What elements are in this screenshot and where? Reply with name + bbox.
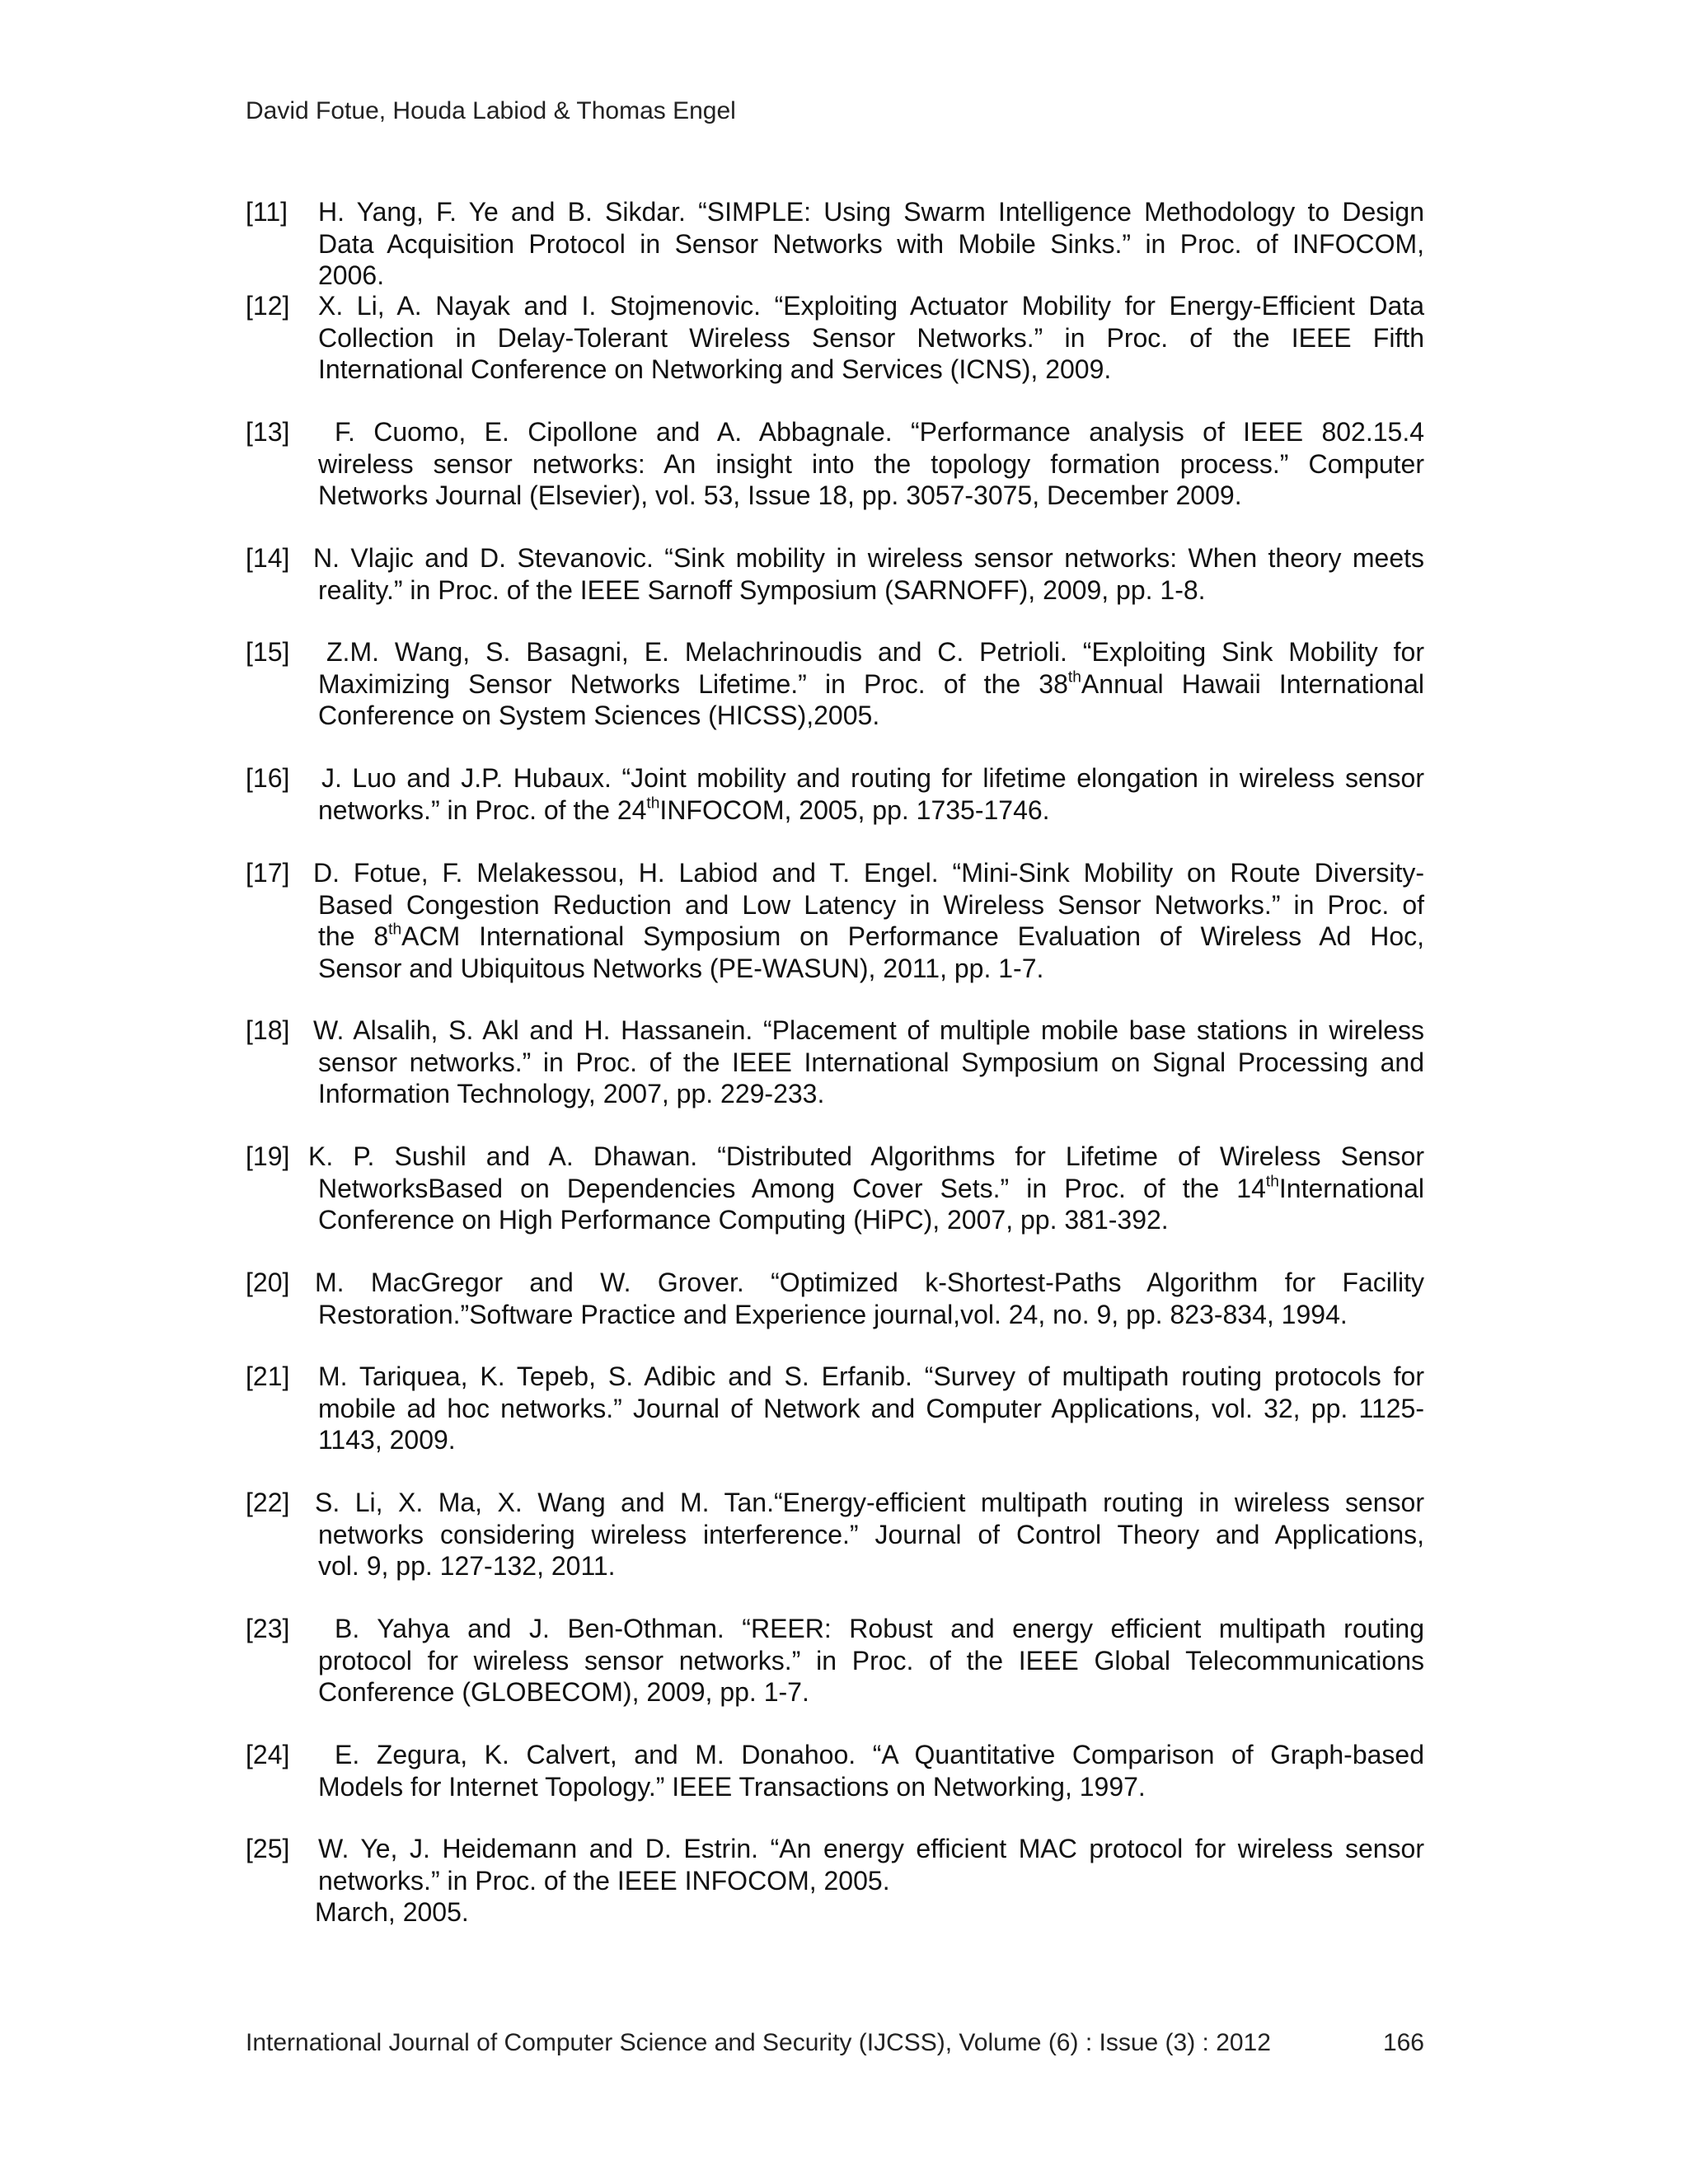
reference-line: protocol for wireless sensor networks.” in Proc. of the IEEE Global Telecommunications [318,1645,1424,1675]
reference-line: networks considering wireless interference.” Journal of Control Theory and Applications, [318,1519,1424,1549]
reference-line: 1143, 2009. [318,1425,456,1455]
reference-number: [17] [246,858,290,888]
reference-line [318,1173,1424,1205]
reference-line: J. Luo and J.P. Hubaux. “Joint mobility and routing for lifetime elongation in wireless sensor [321,763,1424,793]
reference-line: F. Cuomo, E. Cipollone and A. Abbagnale. “Performance analysis of IEEE 802.15.4 [335,417,1424,447]
reference-line: H. Yang, F. Ye and B. Sikdar. “SIMPLE: Using Swarm Intelligence Methodology to Design [318,197,1424,227]
reference-number: [13] [246,417,290,447]
reference-line: 2006. [318,260,385,290]
line-part: INFOCOM, 2005, pp. 1735-1746. [659,794,1050,825]
reference-text [313,542,1424,606]
reference-line: March, 2005. [315,1897,469,1927]
reference-line: Conference on System Sciences (HICSS),2005. [318,701,880,730]
line-part: the 8 [318,921,389,951]
superscript: th [388,921,402,939]
line-part: ACM International Symposium on Performance Evaluation of Wireless Ad Hoc, [401,921,1425,951]
reference-text [315,1487,1424,1582]
reference-number: [25] [246,1834,290,1863]
reference-text [318,196,1424,292]
reference-line: M. Tariquea, K. Tepeb, S. Adibic and S. Erfanib. “Survey of multipath routing protocols for [318,1361,1424,1391]
reference-line: E. Zegura, K. Calvert, and M. Donahoo. “A Quantitative Comparison of Graph-based [335,1740,1424,1769]
reference-line: M. MacGregor and W. Grover. “Optimized k-Shortest-Paths Algorithm for Facility [315,1268,1424,1297]
reference-line: Models for Internet Topology.” IEEE Transactions on Networking, 1997. [318,1771,1146,1802]
reference-line [318,794,1424,827]
reference-line: Information Technology, 2007, pp. 229-233. [318,1079,825,1108]
reference-text [308,1141,1424,1236]
reference-number: [22] [246,1488,290,1517]
reference-line: Sensor and Ubiquitous Networks (PE-WASUN), 2011, pp. 1-7. [318,953,1044,983]
reference-text [318,1361,1424,1456]
running-header: David Fotue, Houda Labiod & Thomas Engel [246,97,736,124]
line-part: networks.” in Proc. of the 24 [318,794,647,825]
reference-number: [21] [246,1361,290,1391]
reference-text [315,1833,1424,1929]
reference-line: Conference on High Performance Computing (HiPC), 2007, pp. 381-392. [318,1205,1169,1235]
reference-line: W. Alsalih, S. Akl and H. Hassanein. “Placement of multiple mobile base stations in wireless [313,1015,1424,1045]
reference-line: reality.” in Proc. of the IEEE Sarnoff Symposium (SARNOFF), 2009, pp. 1-8. [318,574,1206,605]
reference-text [313,857,1425,984]
reference-text [315,1267,1424,1330]
reference-line: mobile ad hoc networks.” Journal of Network and Computer Applications, vol. 32, pp. 1125- [318,1393,1424,1423]
reference-number: [12] [246,291,290,321]
reference-number: [18] [246,1015,290,1045]
reference-number: [24] [246,1740,290,1769]
reference-line: N. Vlajic and D. Stevanovic. “Sink mobility in wireless sensor networks: When theory meets [313,543,1424,573]
superscript: th [1265,1173,1279,1191]
line-part: Annual Hawaii International [1081,668,1425,699]
reference-text [313,1015,1424,1110]
reference-line: S. Li, X. Ma, X. Wang and M. Tan.“Energy-efficient multipath routing in wireless sensor [315,1488,1424,1517]
superscript: th [1067,668,1081,687]
line-part: International [1278,1173,1424,1203]
line-part: Maximizing Sensor Networks Lifetime.” in Proc. of the 38 [318,668,1068,699]
reference-line: K. P. Sushil and A. Dhawan. “Distributed Algorithms for Lifetime of Wireless Sensor [308,1141,1424,1171]
reference-line: Networks Journal (Elsevier), vol. 53, Issue 18, pp. 3057-3075, December 2009. [318,480,1242,510]
reference-line: Based Congestion Reduction and Low Latency in Wireless Sensor Networks.” in Proc. of [318,889,1424,920]
reference-line [318,668,1424,701]
reference-line: Data Acquisition Protocol in Sensor Networks with Mobile Sinks.” in Proc. of INFOCOM, [318,228,1424,259]
page-number: 166 [1382,2029,1424,2056]
line-part: NetworksBased on Dependencies Among Cover Sets.” in Proc. of the 14 [318,1173,1266,1203]
reference-text [318,1613,1424,1708]
reference-line: wireless sensor networks: An insight into the topology formation process.” Computer [318,448,1424,479]
reference-line: Collection in Delay-Tolerant Wireless Sensor Networks.” in Proc. of the IEEE Fifth [318,322,1424,353]
reference-line: International Conference on Networking and Services (ICNS), 2009. [318,354,1112,384]
reference-line: Conference (GLOBECOM), 2009, pp. 1-7. [318,1677,809,1707]
reference-line: networks.” in Proc. of the IEEE INFOCOM, 2005. [318,1865,890,1896]
reference-line: vol. 9, pp. 127-132, 2011. [318,1551,616,1581]
reference-line: D. Fotue, F. Melakessou, H. Labiod and T. Engel. “Mini-Sink Mobility on Route Diversity- [313,858,1424,888]
reference-number: [16] [246,763,290,793]
reference-number: [20] [246,1268,290,1297]
reference-line [318,921,1424,953]
reference-number: [11] [246,197,288,227]
reference-line: B. Yahya and J. Ben-Othman. “REER: Robust and energy efficient multipath routing [335,1614,1424,1643]
reference-text [318,762,1424,826]
reference-text [318,636,1424,732]
reference-line: Z.M. Wang, S. Basagni, E. Melachrinoudis and C. Petrioli. “Exploiting Sink Mobility for [326,637,1424,667]
reference-number: [19] [246,1141,290,1171]
reference-line: Restoration.”Software Practice and Experience journal,vol. 24, no. 9, pp. 823-834, 1994. [318,1299,1348,1329]
journal-citation: International Journal of Computer Science and Security (IJCSS), Volume (6) : Issue (3) : 2012 [246,2029,1271,2056]
reference-number: [14] [246,543,290,573]
reference-line: sensor networks.” in Proc. of the IEEE International Symposium on Signal Processing and [318,1047,1424,1077]
superscript: th [646,794,660,813]
reference-number: [23] [246,1614,290,1643]
reference-text [318,1739,1424,1802]
reference-text [318,416,1424,512]
reference-text [318,290,1424,386]
reference-number: [15] [246,637,290,667]
reference-line: W. Ye, J. Heidemann and D. Estrin. “An energy efficient MAC protocol for wireless sensor [318,1834,1424,1863]
reference-line: X. Li, A. Nayak and I. Stojmenovic. “Exploiting Actuator Mobility for Energy-Efficient Data [318,291,1424,321]
